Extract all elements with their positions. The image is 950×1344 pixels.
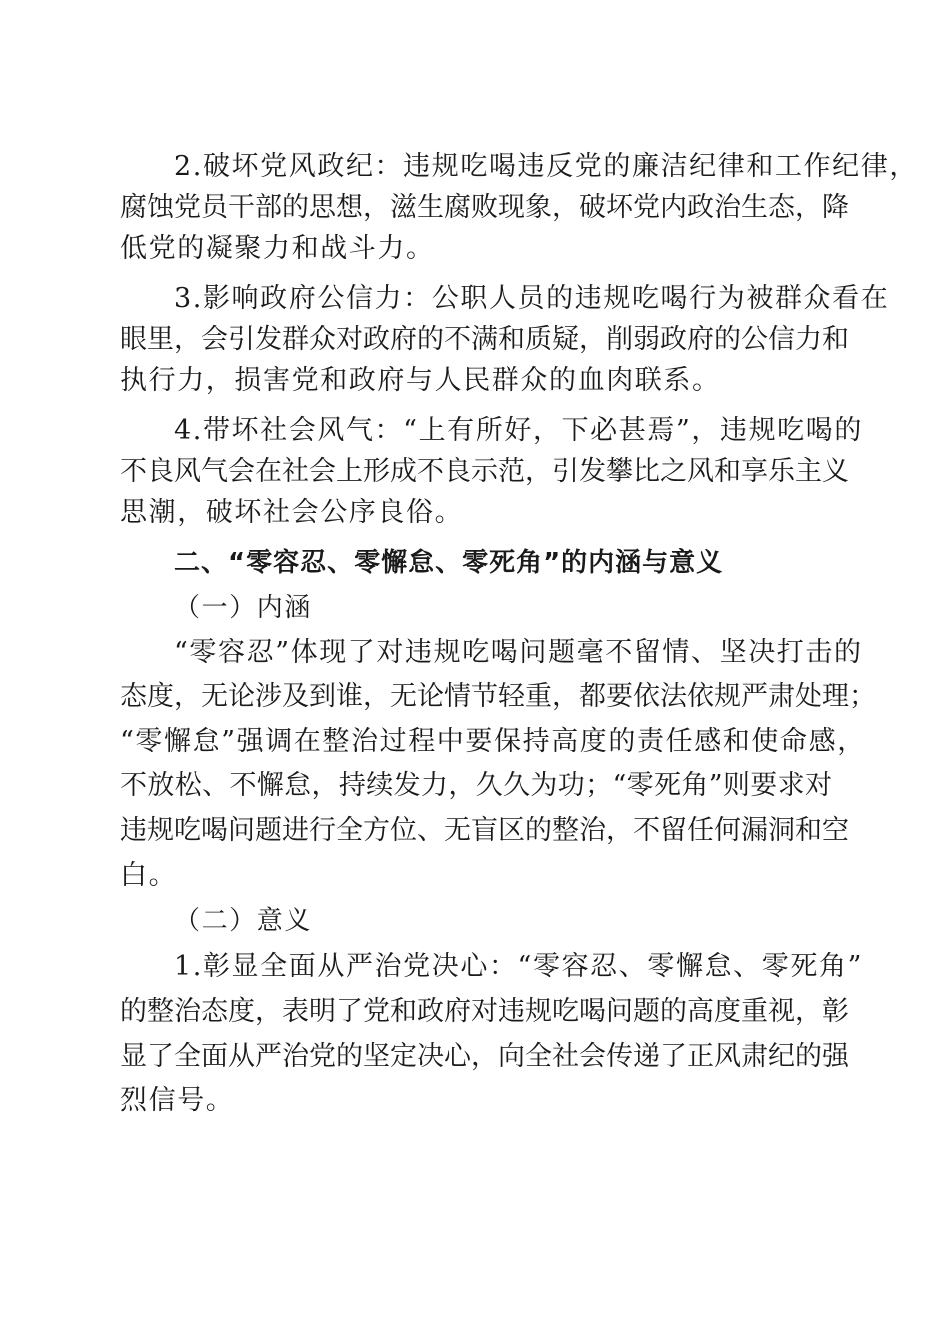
paragraph-line: 眼 里 ， 会 引 发 群 众 对 政 府 的 不 满 和 质 疑 ， 削 弱 政 府 的 公 信 力 和 — [120, 324, 849, 355]
paragraph-line: 1.彰显全面从严治党决心：“零容忍、零懈怠、零死角” — [174, 951, 863, 982]
paragraph-line: 不 放 松 、 不 懈 怠 ， 持 续 发 力 ， 久 久 为 功 ； “ 零 死 角 ” 则 要 求 对 — [120, 770, 832, 801]
paragraph-line: 思潮，破坏社会公序良俗。 — [120, 497, 464, 528]
paragraph-line: 3.影响政府公信力：公职人员的违规吃喝行为被群众看在 — [174, 283, 890, 314]
section-heading: 二、“零容忍、零懈怠、零死角”的内涵与意义 — [174, 548, 724, 578]
paragraph-line: 显 了 全 面 从 严 治 党 的 坚 定 决 心 ， 向 全 社 会 传 递 了 正 风 肃 纪 的 强 — [120, 1041, 849, 1072]
paragraph-line: 的 整 治 态 度 ， 表 明 了 党 和 政 府 对 违 规 吃 喝 问 题 的 高 度 重 视 ， 彰 — [120, 996, 849, 1027]
paragraph-line: 执行力，损害党和政府与人民群众的血肉联系。 — [120, 365, 721, 396]
subsection-heading: （二）意义 — [174, 906, 313, 936]
paragraph-line: 烈信号。 — [120, 1085, 235, 1116]
paragraph-line: 2.破坏党风政纪：违规吃喝违反党的廉洁纪律和工作纪律， — [174, 151, 918, 182]
paragraph-line: 不 良 风 气 会 在 社 会 上 形 成 不 良 示 范 ， 引 发 攀 比 之 风 和 享 乐 主 义 — [120, 456, 849, 487]
paragraph-line: “零懈怠”强调在整治过程中要保持高度的责任感和使命感， — [120, 726, 866, 757]
subsection-heading: （一）内涵 — [174, 593, 313, 623]
paragraph-line: 白。 — [120, 860, 178, 891]
paragraph-line: 低党的凝聚力和战斗力。 — [120, 233, 435, 264]
paragraph-line: “零容忍”体现了对违规吃喝问题毫不留情、坚决打击的 — [174, 637, 863, 668]
paragraph-line: 腐 蚀 党 员 干 部 的 思 想 ， 滋 生 腐 败 现 象 ， 破 坏 党 内 政 治 生 态 ， 降 — [120, 192, 849, 223]
paragraph-line: 态 度 ， 无 论 涉 及 到 谁 ， 无 论 情 节 轻 重 ， 都 要 依 法 依 规 严 肃 处 理 ； — [120, 681, 876, 712]
paragraph-line: 4.带坏社会风气：“上有所好，下必甚焉”，违规吃喝的 — [174, 415, 863, 446]
paragraph-line: 违 规 吃 喝 问 题 进 行 全 方 位 、 无 盲 区 的 整 治 ， 不 留 任 何 漏 洞 和 空 — [120, 815, 849, 846]
